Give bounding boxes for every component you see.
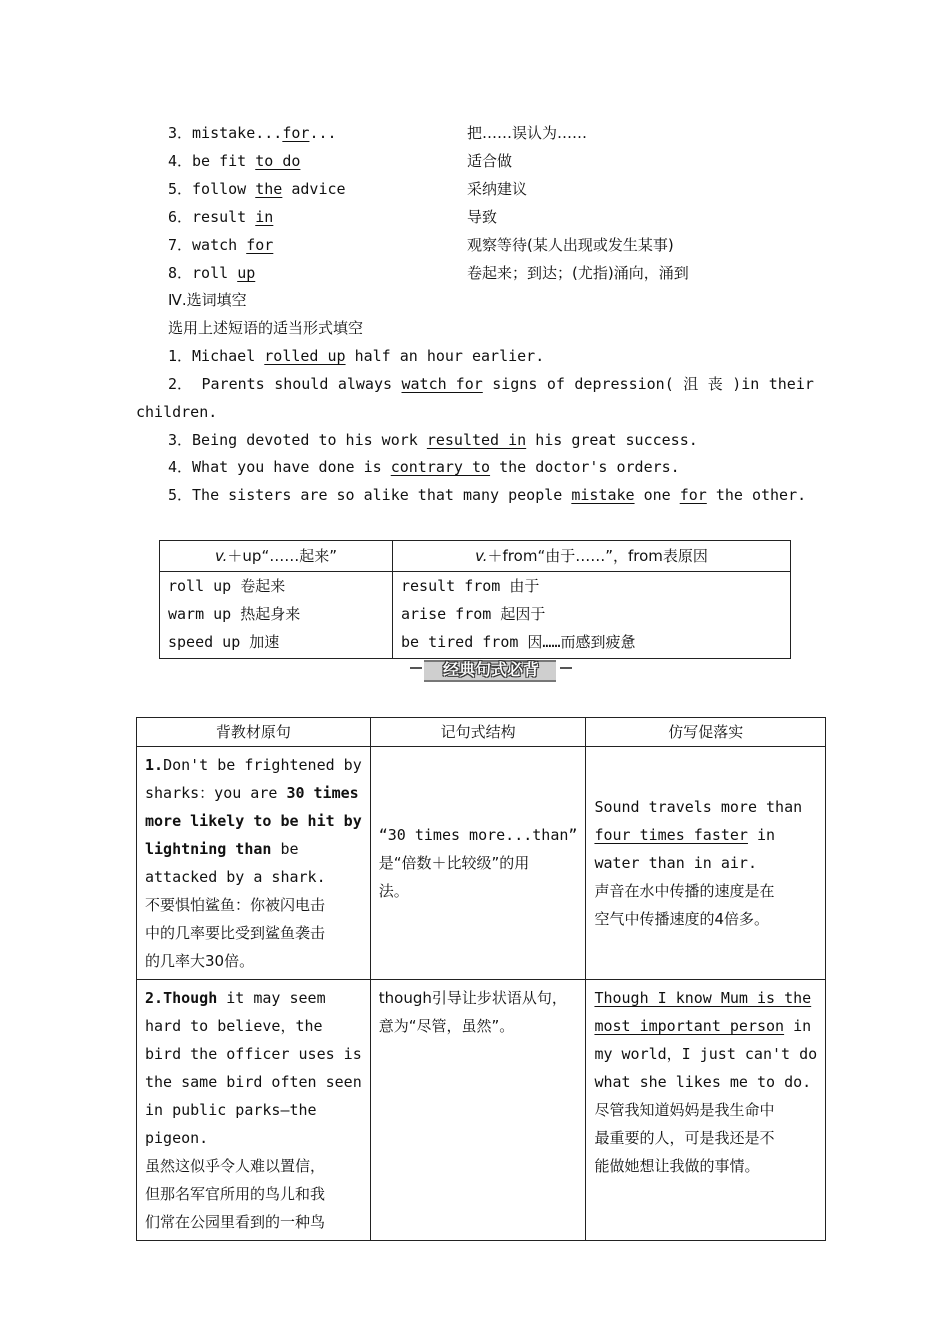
word: Parents [201, 375, 265, 393]
translation: 虽然这似乎令人难以置信， [145, 1157, 326, 1175]
section-banner [410, 658, 572, 682]
text: in [747, 826, 776, 844]
phrase-item [168, 203, 273, 231]
structure-text: “30 times more...than” [378, 826, 578, 844]
word: depression( [574, 375, 674, 393]
phrase-answer: up [237, 264, 256, 282]
row1-structure [370, 747, 586, 980]
sentence-number: 5． [168, 486, 193, 504]
fill-sentence-2 [168, 370, 814, 398]
word: should [274, 375, 329, 393]
sentence-text: his great success. [526, 431, 698, 449]
word: signs [492, 375, 538, 393]
note-item: warm up 热起身来 [168, 605, 301, 623]
translation: 空气中传播速度的4倍多。 [594, 910, 769, 928]
line [594, 1012, 817, 1040]
translation: 声音在水中传播的速度是在 [594, 882, 775, 900]
translation: 尽管我知道妈妈是我生命中 [594, 1101, 775, 1119]
phrase-meaning: 观察等待(某人出现或发生某事) [467, 236, 674, 254]
structure-text: though引导让步状语从句， [378, 989, 567, 1007]
phrase-text: mistake... [192, 124, 283, 142]
sentence-text: The sisters are so alike that many people [192, 486, 572, 504]
phrase-text: advice [282, 180, 346, 198]
line [145, 835, 362, 863]
answer: contrary to [390, 458, 491, 476]
line [145, 984, 362, 1012]
fill-sentence-3 [168, 426, 698, 454]
phrase-text: result [192, 208, 256, 226]
phrase-note-table [159, 540, 791, 659]
row1-imitation [586, 747, 826, 980]
note-table-header-left [160, 541, 393, 572]
text: bird the officer uses is [145, 1045, 362, 1063]
structure-text: 法。 [378, 882, 409, 900]
answer: for [679, 486, 707, 504]
line [145, 751, 362, 779]
line [145, 779, 362, 807]
answer: four times faster [594, 826, 748, 844]
header-imitation: 仿写促落实 [586, 718, 826, 747]
phrase-meaning: 采纳建议 [467, 180, 528, 198]
sentence-text: one [634, 486, 680, 504]
line [594, 821, 817, 849]
phrase-text: watch [192, 236, 247, 254]
phrase-meaning: 适合做 [467, 152, 513, 170]
answer: resulted in [426, 431, 527, 449]
text: what she likes me to do. [594, 1073, 812, 1091]
sentence-text: the other. [706, 486, 807, 504]
answer: rolled up [264, 347, 346, 365]
header-sentence-structure: 记句式结构 [370, 718, 586, 747]
sentence-text: the doctor's orders. [490, 458, 680, 476]
banner-title: 经典句式必背 [442, 660, 539, 679]
text: hard to believe，the [145, 1017, 323, 1035]
phrase-meaning: 导致 [467, 208, 498, 226]
phrase-item [168, 259, 255, 287]
sentence-number: 4． [168, 458, 193, 476]
key-phrase: 30 times [286, 784, 359, 802]
phrase-item [168, 175, 346, 203]
note-item: be tired from 因……而感到疲惫 [401, 633, 636, 651]
text: be [271, 840, 299, 858]
text: the same bird often seen [145, 1073, 362, 1091]
key-phrase: lightning than [145, 840, 272, 858]
row2-original [137, 980, 371, 1241]
item-number: 2. [145, 989, 164, 1007]
answer: Though I know Mum is the [594, 989, 812, 1007]
phrase-text: follow [192, 180, 256, 198]
row2-imitation [586, 980, 826, 1241]
sentence-number: 1． [168, 347, 193, 365]
phrase-meaning: 把……误认为…… [467, 124, 588, 142]
phrase-item [168, 231, 273, 259]
phrase-number: 5． [168, 180, 193, 198]
word: 沮 [683, 375, 699, 393]
translation: 但那名军官所用的鸟儿和我 [145, 1185, 326, 1203]
fill-sentence-5 [168, 481, 806, 509]
sentence-text: half an hour earlier. [345, 347, 545, 365]
fill-sentence-4 [168, 453, 680, 481]
text: my world，I just can't do [594, 1045, 818, 1063]
text: it may seem [217, 989, 326, 1007]
phrase-number: 4． [168, 152, 193, 170]
key-phrase: more likely to be hit by [145, 812, 362, 830]
translation: 不要惧怕鲨鱼：你被闪电击 [145, 896, 326, 914]
phrase-text: roll [192, 264, 238, 282]
phrase-answer: for [246, 236, 274, 254]
sentence-text: Michael [192, 347, 265, 365]
section-heading: Ⅳ.选词填空 [168, 291, 247, 309]
word: )in [732, 375, 760, 393]
sentence-number: 2． [168, 375, 193, 393]
word: of [546, 375, 565, 393]
phrase-number: 3． [168, 124, 193, 142]
note-item: speed up 加速 [168, 633, 280, 651]
v-abbrev: v. [475, 547, 488, 565]
row1-original [137, 747, 371, 980]
phrase-number: 7． [168, 236, 193, 254]
text: sharks：you are [145, 784, 287, 802]
note-item: arise from 起因于 [401, 605, 546, 623]
fill-sentence-1 [168, 342, 544, 370]
translation: 的几率大30倍。 [145, 952, 255, 970]
sentence-text: What you have done is [192, 458, 391, 476]
fill-sentence-2-continued: children. [136, 403, 218, 421]
item-number: 1. [145, 756, 164, 774]
translation: 最重要的人，可是我还是不 [594, 1129, 775, 1147]
sentence-number: 3． [168, 431, 193, 449]
translation: 能做她想让我做的事情。 [594, 1157, 760, 1175]
text: in public parks—the [145, 1101, 317, 1119]
phrase-text: ... [309, 124, 337, 142]
header-text: ＋up“……起来” [227, 547, 337, 565]
translation: 们常在公园里看到的一种鸟 [145, 1213, 326, 1231]
phrase-item [168, 119, 337, 147]
answer: most important person [594, 1017, 785, 1035]
phrase-answer: in [255, 208, 274, 226]
phrase-answer: to do [255, 152, 301, 170]
phrase-item [168, 147, 300, 175]
v-abbrev: v. [215, 547, 228, 565]
text: in [784, 1017, 812, 1035]
sentence-text: Being devoted to his work [192, 431, 427, 449]
word: their [768, 375, 814, 393]
sentence-pattern-table [136, 717, 826, 1241]
row2-structure [370, 980, 586, 1241]
phrase-meaning: 卷起来；到达；(尤指)涌向，涌到 [467, 264, 689, 282]
answer: watch for [401, 375, 483, 393]
text: water than in air. [594, 854, 757, 872]
header-original-sentence: 背教材原句 [137, 718, 371, 747]
text: Don't be frightened by [163, 756, 362, 774]
note-table-left-cell [160, 572, 393, 659]
note-table-right-cell [393, 572, 791, 659]
note-item: result from 由于 [401, 577, 540, 595]
note-item: roll up 卷起来 [168, 577, 286, 595]
key-phrase: Though [163, 989, 218, 1007]
note-table-header-right [393, 541, 791, 572]
phrase-number: 6． [168, 208, 193, 226]
phrase-answer: the [255, 180, 283, 198]
phrase-answer: for [282, 124, 310, 142]
translation: 中的几率要比受到鲨鱼袭击 [145, 924, 326, 942]
text: Sound travels more than [594, 798, 803, 816]
phrase-text: be fit [192, 152, 256, 170]
word: 丧 [707, 375, 723, 393]
structure-text: 意为“尽管，虽然”。 [378, 1017, 515, 1035]
phrase-number: 8． [168, 264, 193, 282]
section-instruction: 选用上述短语的适当形式填空 [168, 319, 364, 337]
answer: mistake [571, 486, 635, 504]
text: pigeon. [145, 1129, 209, 1147]
header-text: ＋from“由于……”，from表原因 [487, 547, 708, 565]
structure-text: 是“倍数＋比较级”的用 [378, 854, 530, 872]
word: always [337, 375, 393, 393]
text: attacked by a shark. [145, 868, 326, 886]
